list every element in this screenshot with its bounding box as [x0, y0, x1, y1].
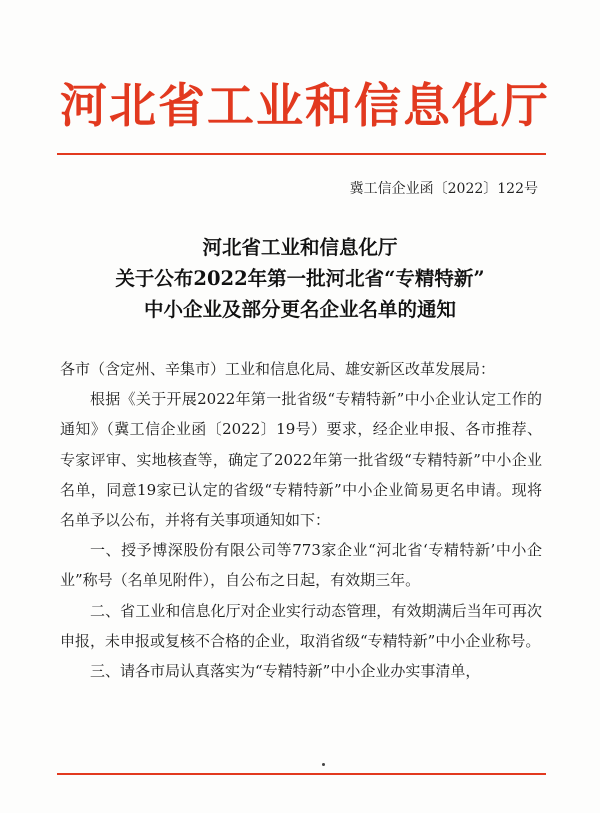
body-paragraph-4: 三、请各市局认真落实为“专精特新”中小企业办实事清单，	[90, 662, 481, 681]
salutation: 各市（含定州、辛集市）工业和信息化局、雄安新区改革发展局：	[60, 360, 496, 378]
notice-title-line-2: 关于公布2022年第一批河北省“专精特新”	[115, 267, 485, 290]
notice-title	[60, 232, 540, 325]
notice-title-line-3: 中小企业及部分更名企业名单的通知	[143, 298, 456, 321]
page-mark-dot	[322, 763, 325, 766]
letterhead-title: 河北省工业和信息化厅	[60, 79, 550, 134]
notice-body	[60, 354, 542, 686]
body-paragraph-2: 一、授予博深股份有限公司等773家企业“河北省‘专精特新’中小企业”称号（名单见附件），自公布之日起，有效期三年。	[60, 541, 542, 590]
notice-title-line-1: 河北省工业和信息化厅	[202, 236, 398, 259]
body-paragraph-1: 根据《关于开展2022年第一批省级“专精特新”中小企业认定工作的通知》（冀工信企业函〔2022〕19号）要求，经企业申报、各市推荐、专家评审、实地核查等，确定了2022年第一批省级“专精特新”中小企业名单，同意19家已认定的省级“专精特新”中小企业简易更名申请。现将名单予以公布，并将有关事项通知如下：	[60, 390, 542, 530]
body-paragraph-3: 二、省工业和信息化厅对企业实行动态管理，有效期满后当年可再次申报，未申报或复核不合格的企业，取消省级“专精特新”中小企业称号。	[60, 601, 542, 650]
document-number: 冀工信企业函〔2022〕122号	[349, 181, 538, 197]
footer-red-rule	[57, 773, 546, 775]
letterhead-red-rule	[57, 153, 546, 155]
